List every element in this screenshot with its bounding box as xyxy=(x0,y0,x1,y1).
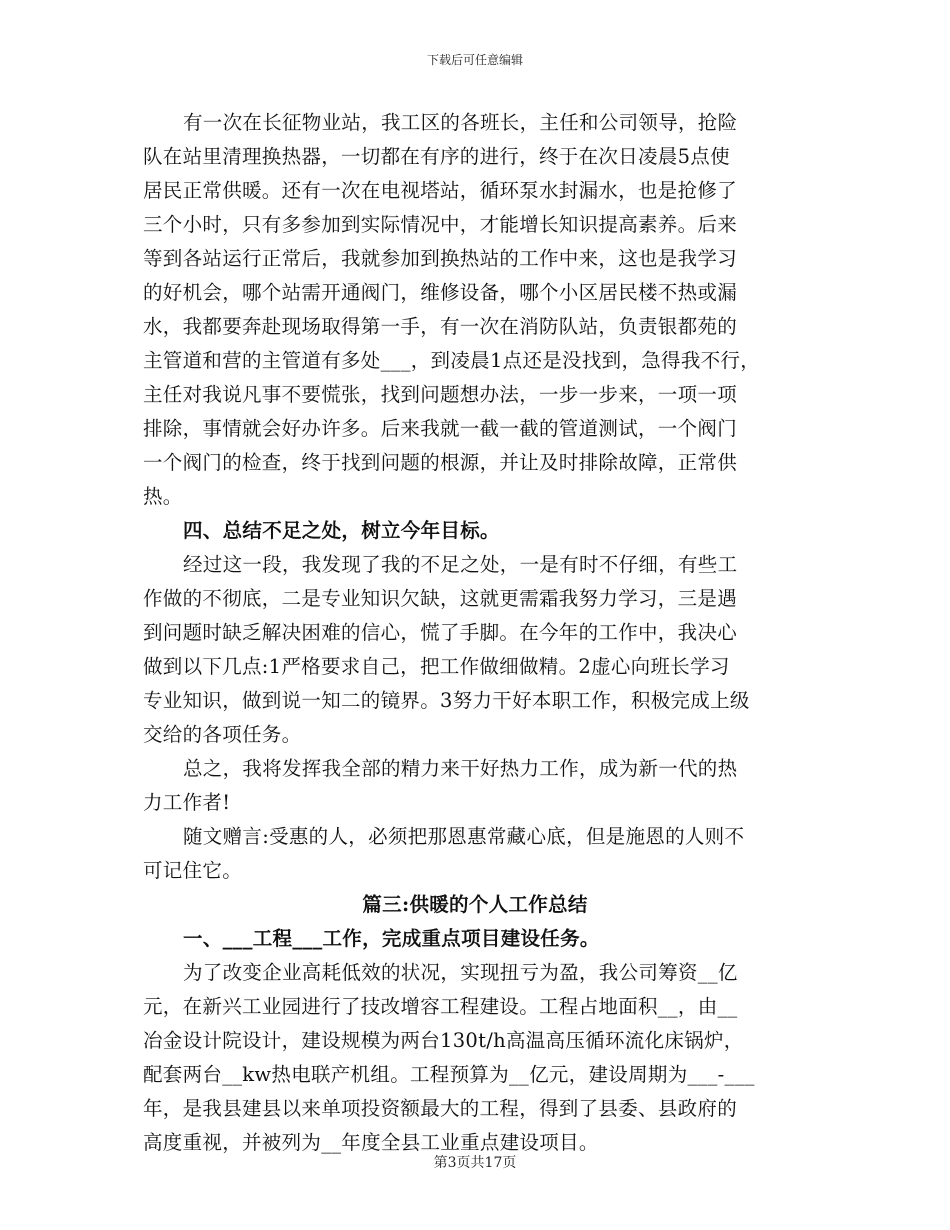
text-line: 主任对我说凡事不要慌张，找到问题想办法，一步一步来，一项一项 xyxy=(143,383,738,406)
text-line: 排除，事情就会好办许多。后来我就一截一截的管道测试，一个阀门 xyxy=(143,417,738,440)
text-line: 作做的不彻底，二是专业知识欠缺，这就更需霜我努力学习，三是遇 xyxy=(143,587,738,610)
text-line: 力工作者! xyxy=(143,791,231,814)
text-line: 队在站里清理换热器，一切都在有序的进行，终于在次日凌晨5点使 xyxy=(143,145,730,168)
text-line: 为了改变企业高耗低效的状况，实现扭亏为盈，我公司筹资__亿 xyxy=(183,961,738,984)
text-line: 的好机会，哪个站需开通阀门，维修设备，哪个小区居民楼不热或漏 xyxy=(143,281,738,304)
text-line: 主管道和营的主管道有多处___，到凌晨1点还是没找到，急得我不行， xyxy=(143,349,761,372)
text-line: 可记住它。 xyxy=(143,859,243,882)
text-line: 随文赠言:受惠的人，必须把那恩惠常藏心底，但是施恩的人则不 xyxy=(183,825,745,848)
text-line: 热。 xyxy=(143,485,183,508)
page-header-note: 下载后可任意编辑 xyxy=(426,53,523,67)
text-line: 有一次在长征物业站，我工区的各班长，主任和公司领导，抢险 xyxy=(183,111,738,134)
text-line: 元，在新兴工业园进行了技改增容工程建设。工程占地面积__，由__ xyxy=(143,995,738,1018)
page-number-footer: 第3页共17页 xyxy=(433,1155,517,1171)
text-line: 经过这一段，我发现了我的不足之处，一是有时不仔细，有些工 xyxy=(183,553,738,576)
text-line: 冶金设计院设计，建设规模为两台130t/h高温高压循环流化床锅炉， xyxy=(143,1029,744,1052)
text-line: 专业知识，做到说一知二的镜界。3努力干好本职工作，积极完成上级 xyxy=(143,689,750,712)
text-line: 到问题时缺乏解决困难的信心，慌了手脚。在今年的工作中，我决心 xyxy=(143,621,738,644)
section-heading: 四、总结不足之处，树立今年目标。 xyxy=(183,519,500,542)
text-line: 一个阀门的检查，终于找到问题的根源，并让及时排除故障，正常供 xyxy=(143,451,738,474)
chapter-title: 篇三:供暖的个人工作总结 xyxy=(362,893,588,916)
text-line: 高度重视，并被列为__年度全县工业重点建设项目。 xyxy=(143,1131,599,1154)
text-line: 年，是我县建县以来单项投资额最大的工程，得到了县委、县政府的 xyxy=(143,1097,738,1120)
section-heading: 一、___工程___工作，完成重点项目建设任务。 xyxy=(183,927,600,950)
text-line: 总之，我将发挥我全部的精力来干好热力工作，成为新一代的热 xyxy=(183,757,738,780)
text-line: 配套两台__kw热电联产机组。工程预算为__亿元，建设周期为___-___ xyxy=(143,1063,755,1086)
text-line: 交给的各项任务。 xyxy=(143,723,302,746)
text-line: 做到以下几点:1严格要求自己，把工作做细做精。2虚心向班长学习 xyxy=(143,655,730,678)
text-line: 居民正常供暖。还有一次在电视塔站，循环泵水封漏水，也是抢修了 xyxy=(143,179,738,202)
text-line: 三个小时，只有多参加到实际情况中，才能增长知识提高素养。后来 xyxy=(143,213,738,236)
text-line: 水，我都要奔赴现场取得第一手，有一次在消防队站，负责银都苑的 xyxy=(143,315,738,338)
text-line: 等到各站运行正常后，我就参加到换热站的工作中来，这也是我学习 xyxy=(143,247,738,270)
